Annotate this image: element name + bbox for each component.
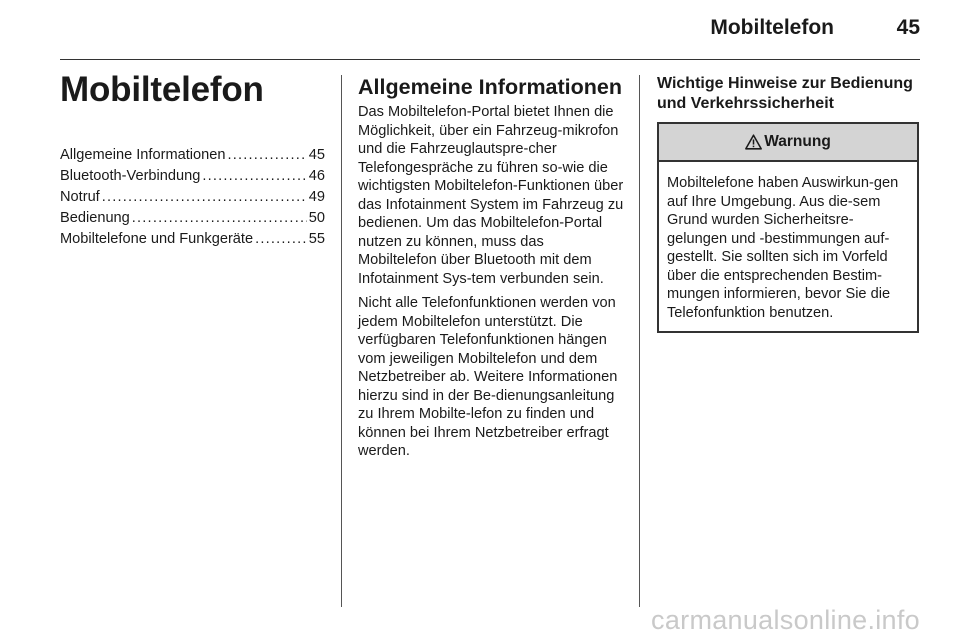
toc-label: Allgemeine Informationen <box>60 147 226 163</box>
general-info-column <box>358 74 624 467</box>
toc-item-notruf[interactable] <box>60 187 325 208</box>
column-divider-left <box>341 75 342 607</box>
page-number: 45 <box>896 16 920 39</box>
toc-item-bluetooth-verbindung[interactable] <box>60 166 325 187</box>
running-header <box>60 16 920 46</box>
paragraph-functions: Nicht alle Telefonfunktionen werden von jedem Mobiltelefon unterstützt. Die verfügbaren Telefonfunktionen hängen vom jeweiligen Mobiltelefon und dem Netzbetreiber ab. Weitere Informationen hierzu sind in der Be-dienungsanleitung zu Ihrem Mobilte-lefon zu finden und können bei Ihrem Netzbetreiber erfragt werden. <box>358 295 618 459</box>
toc-label: Bluetooth-Verbindung <box>60 168 201 184</box>
toc-label: Bedienung <box>60 210 130 226</box>
paragraph-intro: Das Mobiltelefon-Portal bietet Ihnen die Möglichkeit, über ein Fahrzeug-mikrofon und die Fahrzeuglautspre-cher Telefongespräche zu führen so-wie die wichtigsten Mobiltelefon-Funktionen über das Infotainment System im Fahrzeug zu bedienen. Um das Mobiltelefon-Portal nutzen zu können, muss das Mobiltelefon über Bluetooth mit dem Infotainment Sys-tem verbunden sein. <box>358 104 624 287</box>
header-rule <box>60 59 920 60</box>
warning-text: Mobiltelefone haben Auswirkun-gen auf Ihre Umgebung. Aus die-sem Grund wurden Sicherheitsre-gelungen und -bestimmungen auf-gestellt. Sie sollten sich im Vorfeld über die entsprechenden Bestim-mungen informieren, bevor Sie die Telefonfunktion benutzen. <box>667 175 899 321</box>
header-title: Mobiltelefon <box>710 16 834 39</box>
warning-triangle-icon <box>745 134 762 150</box>
warning-label: Warnung <box>764 133 831 150</box>
safety-title: Wichtige Hinweise zur Bedienung und Verkehrssicherheit <box>657 75 913 112</box>
toc-leader-dots <box>255 229 307 250</box>
toc-page: 45 <box>308 147 325 163</box>
chapter-column <box>60 70 325 250</box>
toc-page: 55 <box>308 231 325 247</box>
toc-page: 50 <box>308 210 325 226</box>
toc-label: Notruf <box>60 189 100 205</box>
toc-item-mobiltelefone-und-funkgeraete[interactable] <box>60 229 325 250</box>
toc-label: Mobiltelefone und Funkgeräte <box>60 231 254 247</box>
table-of-contents <box>60 145 325 250</box>
toc-item-allgemeine-informationen[interactable] <box>60 145 325 166</box>
toc-page: 49 <box>308 189 325 205</box>
warning-header <box>659 124 917 162</box>
toc-leader-dots <box>202 166 306 187</box>
safety-column <box>657 74 919 333</box>
toc-leader-dots <box>228 145 307 166</box>
toc-item-bedienung[interactable] <box>60 208 325 229</box>
toc-page: 46 <box>308 168 325 184</box>
warning-box <box>657 122 919 333</box>
chapter-title: Mobiltelefon <box>60 70 264 109</box>
toc-leader-dots <box>102 187 307 208</box>
section-title: Allgemeine Informationen <box>358 75 623 99</box>
watermark: carmanualsonline.info <box>651 605 920 635</box>
toc-leader-dots <box>132 208 307 229</box>
column-divider-right <box>639 75 640 607</box>
